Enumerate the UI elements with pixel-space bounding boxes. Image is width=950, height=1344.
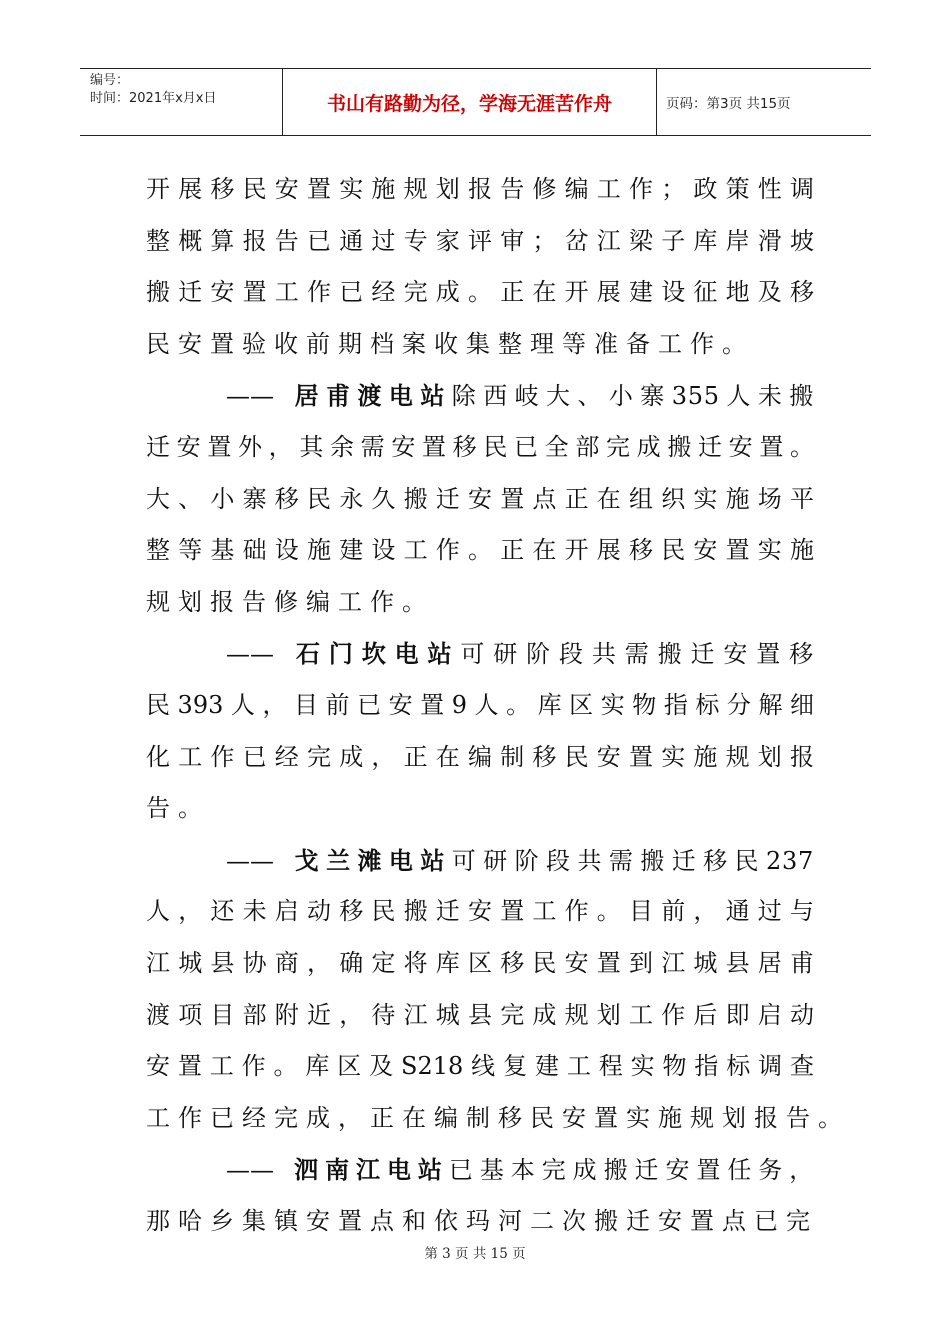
text-line — [146, 1196, 818, 1248]
header-meta — [80, 69, 283, 135]
text-line — [146, 474, 814, 526]
line-text: 规划报告修编工作。 — [146, 587, 434, 616]
line-text: 民安置验收前期档案收集整理等准备工作。 — [146, 329, 754, 358]
line-text: 整等基础设施建设工作。正在开展移民安置实施 — [146, 536, 814, 565]
line-text: 告。 — [146, 794, 210, 823]
page-info-text: 页码：第3页 共15页 — [666, 96, 791, 112]
serial-label: 编号： — [90, 73, 130, 88]
text-line — [146, 938, 814, 990]
line-text: 化工作已经完成，正在编制移民安置实施规划报 — [146, 742, 814, 771]
dash-prefix: —— — [226, 1156, 274, 1185]
footer-page-number: 第 3 页 共 15 页 — [424, 1246, 526, 1262]
paragraph-lead-line — [146, 628, 814, 680]
text-line — [146, 216, 814, 268]
text-line — [146, 886, 814, 938]
header-page-info — [657, 69, 871, 135]
text-line — [146, 164, 814, 216]
line-text: 已基本完成搬迁安置任务， — [448, 1156, 815, 1185]
line-text: 可研阶段共需搬迁安置移 — [460, 640, 814, 669]
line-text: 大、小寨移民永久搬迁安置点正在组织实施场平 — [146, 484, 814, 513]
header-motto — [283, 69, 657, 135]
text-line — [146, 990, 814, 1042]
paragraph — [146, 628, 814, 834]
dash-prefix: —— — [226, 640, 274, 669]
document-body — [146, 164, 850, 1247]
text-line — [146, 525, 814, 577]
line-text: 工作已经完成，正在编制移民安置实施规划报告。 — [146, 1103, 850, 1132]
dash-prefix: —— — [226, 382, 274, 411]
text-line — [146, 319, 814, 371]
paragraph — [146, 835, 850, 1145]
line-text: 民393人，目前已安置9人。库区实物指标分解细 — [146, 690, 814, 719]
text-line — [146, 422, 814, 474]
text-line — [146, 1093, 850, 1145]
text-line — [146, 577, 814, 629]
paragraph-lead-line — [146, 370, 814, 422]
line-text: 除西岐大、小寨355人未搬 — [451, 382, 814, 411]
line-text: 开展移民安置实施规划报告修编工作；政策性调 — [146, 175, 814, 203]
station-name: 石门坎电站 — [288, 639, 461, 669]
line-text: 迁安置外，其余需安置移民已全部完成搬迁安置。 — [146, 432, 814, 461]
line-text: 那哈乡集镇安置点和依玛河二次搬迁安置点已完 — [146, 1206, 818, 1235]
dash-prefix: —— — [226, 846, 274, 875]
line-text: 可研阶段共需搬迁移民237 — [451, 846, 814, 875]
station-name: 戈兰滩电站 — [288, 845, 452, 875]
text-line — [146, 267, 814, 319]
line-text: 江城县协商，确定将库区移民安置到江城县居甫 — [146, 948, 814, 977]
page-footer — [0, 1242, 950, 1262]
paragraph-lead-line — [146, 1144, 814, 1196]
station-name: 居甫渡电站 — [288, 381, 452, 411]
line-text: 渡项目部附近，待江城县完成规划工作后即启动 — [146, 1000, 814, 1029]
line-text: 安置工作。库区及S218线复建工程实物指标调查 — [146, 1052, 814, 1081]
paragraph — [146, 164, 814, 370]
motto-text: 书山有路勤为径，学海无涯苦作舟 — [326, 92, 612, 115]
text-line — [146, 783, 814, 835]
line-text: 整概算报告已通过专家评审；岔江梁子库岸滑坡 — [146, 226, 814, 255]
text-line — [146, 732, 814, 784]
line-text: 搬迁安置工作已经完成。正在开展建设征地及移 — [146, 278, 814, 307]
paragraph-lead-line — [146, 835, 814, 887]
paragraph — [146, 370, 814, 628]
text-line — [146, 1041, 814, 1093]
line-text: 人，还未启动移民搬迁安置工作。目前，通过与 — [146, 897, 814, 926]
page-header — [80, 68, 871, 136]
station-name: 泗南江电站 — [288, 1155, 449, 1185]
date-label: 时间：2021年x月x日 — [90, 91, 217, 106]
text-line — [146, 680, 814, 732]
paragraph — [146, 1144, 818, 1247]
